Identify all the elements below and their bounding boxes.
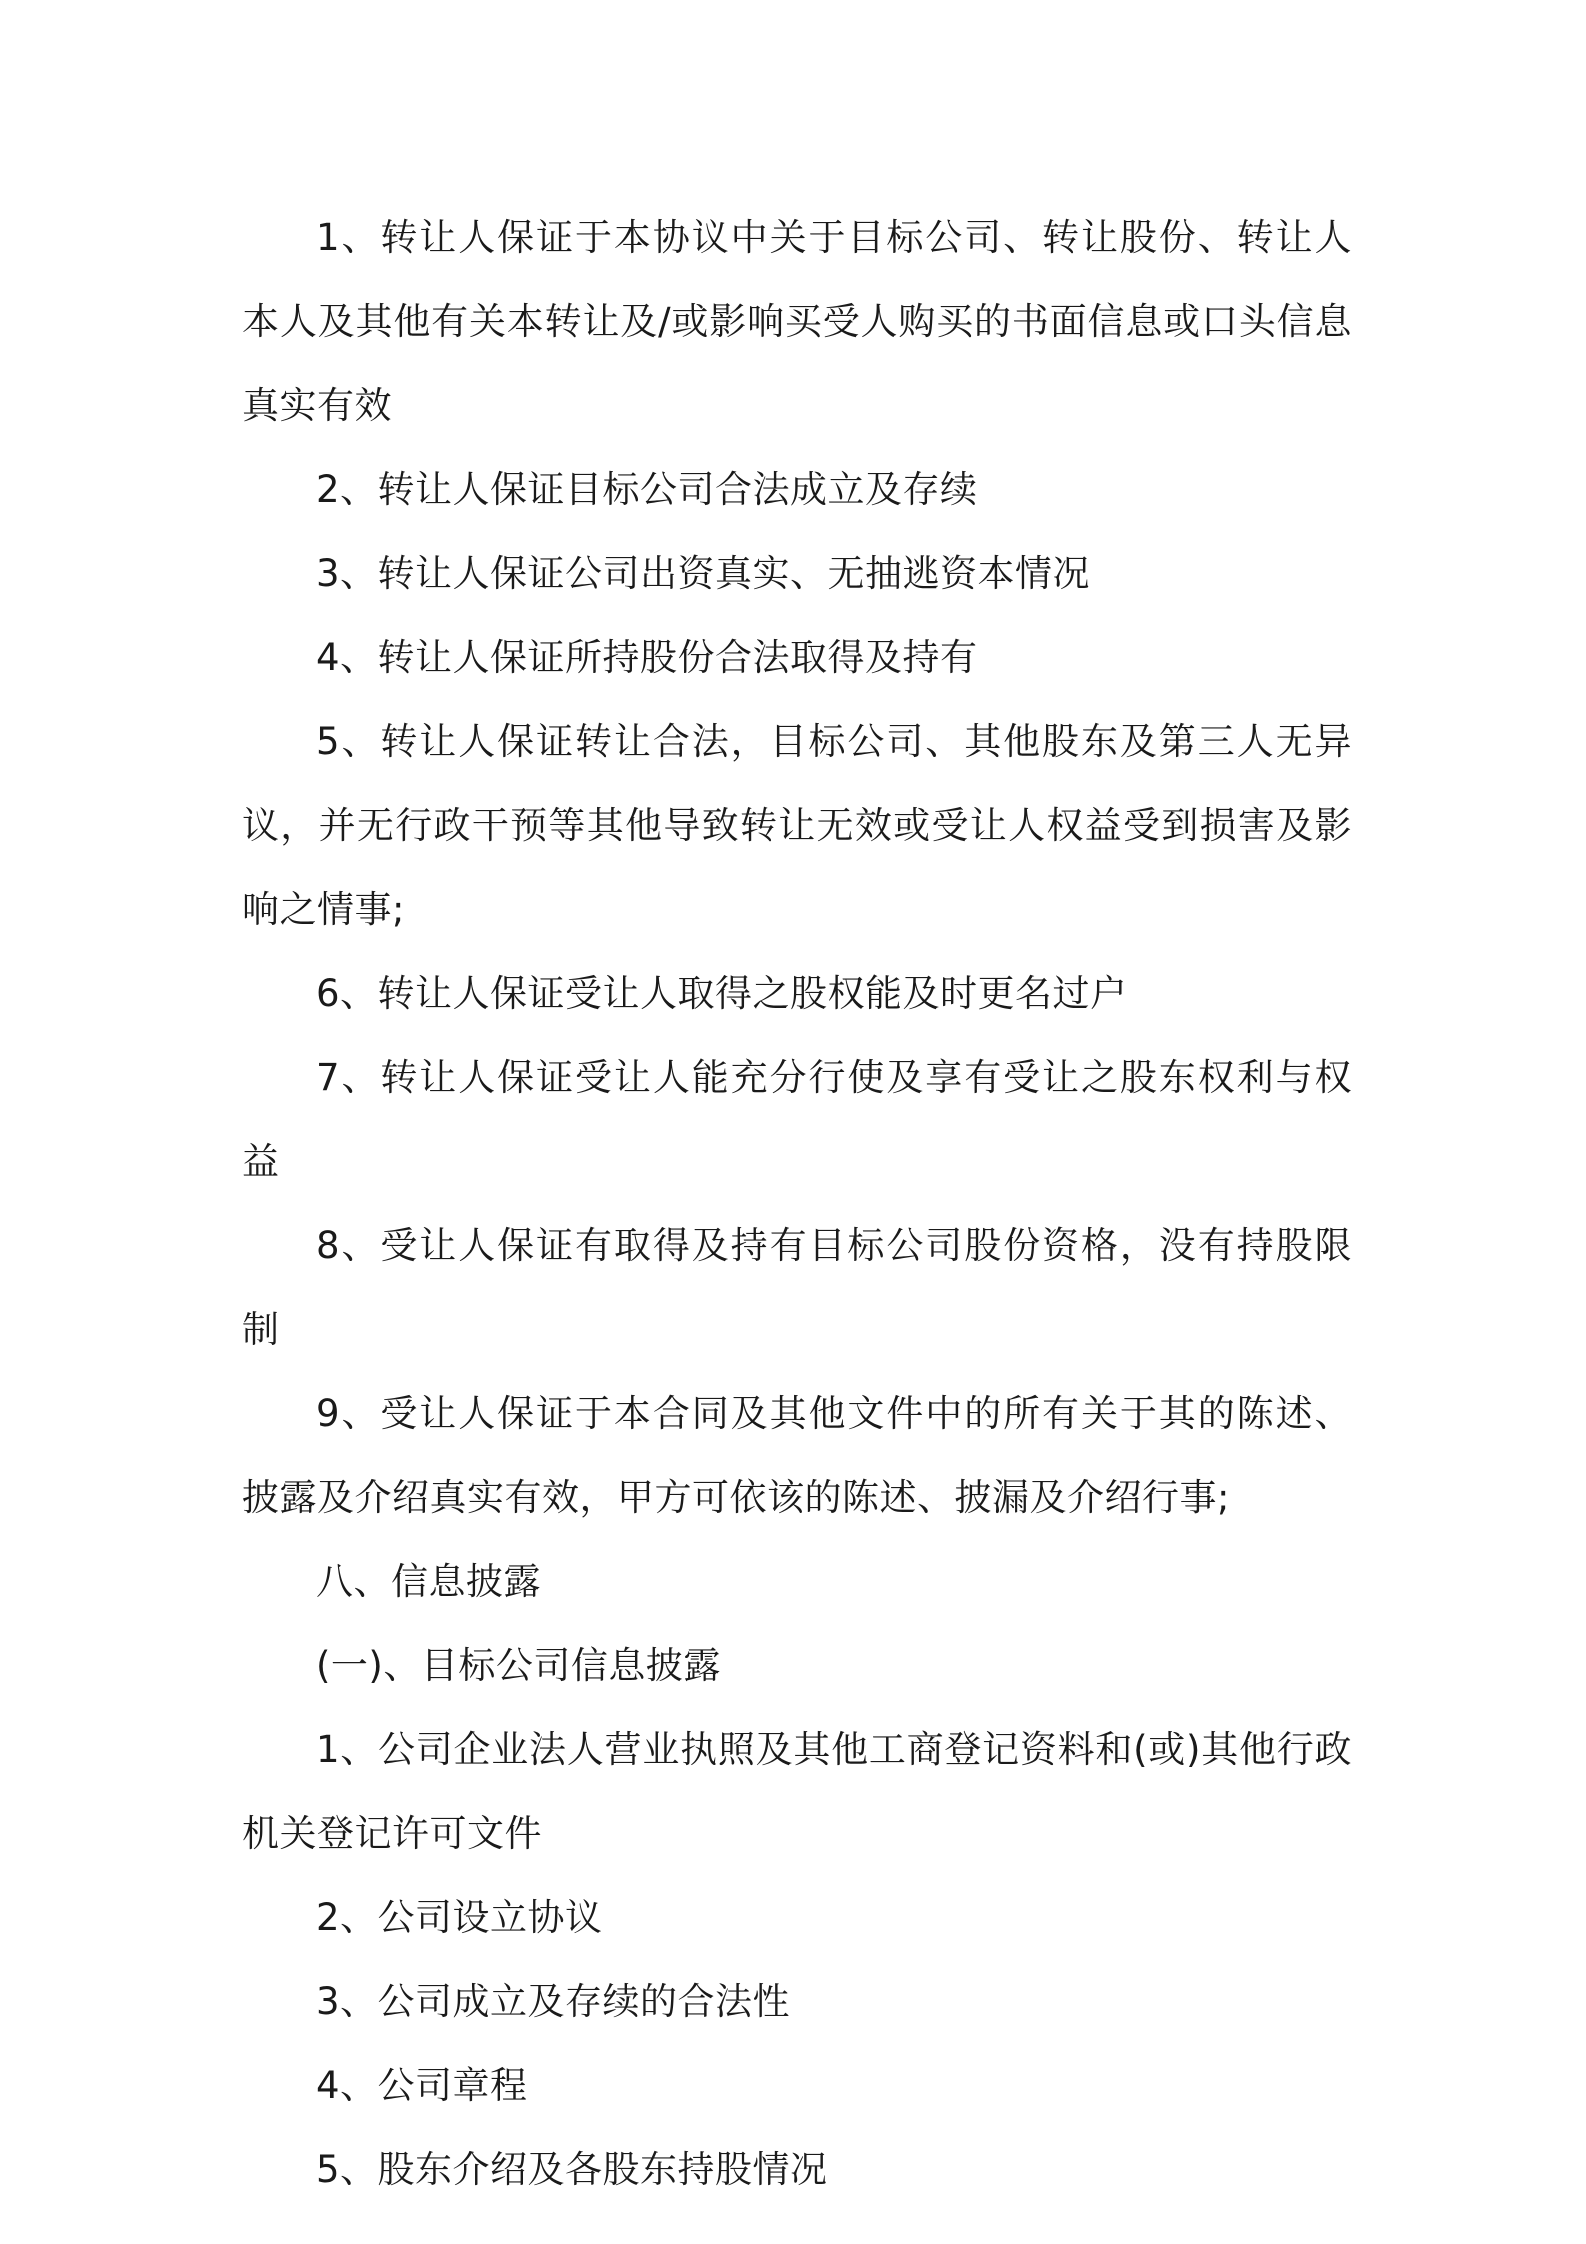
- paragraph-5: 5、转让人保证转让合法，目标公司、其他股东及第三人无异议，并无行政干预等其他导致转让无效或受让人权益受到损害及影响之情事;: [242, 720, 1352, 931]
- document-body: [242, 196, 1352, 2212]
- paragraph-7: 7、转让人保证受让人能充分行使及享有受让之股东权利与权益: [242, 1056, 1352, 1183]
- paragraph-6: 6、转让人保证受让人取得之股权能及时更名过户: [316, 972, 1128, 1015]
- paragraph-3: 3、转让人保证公司出资真实、无抽逃资本情况: [316, 552, 1091, 595]
- paragraph-4: 4、转让人保证所持股份合法取得及持有: [316, 636, 978, 679]
- disclosure-item-2: 2、公司设立协议: [316, 1896, 603, 1939]
- disclosure-item-4: 4、公司章程: [316, 2064, 528, 2107]
- paragraph-1: 1、转让人保证于本协议中关于目标公司、转让股份、转让人本人及其他有关本转让及/或影响买受人购买的书面信息或口头信息真实有效: [242, 216, 1352, 427]
- subsection-heading-target-company: (一)、目标公司信息披露: [316, 1644, 721, 1687]
- paragraph-9: 9、受让人保证于本合同及其他文件中的所有关于其的陈述、披露及介绍真实有效，甲方可依该的陈述、披漏及介绍行事;: [242, 1392, 1352, 1519]
- disclosure-item-3: 3、公司成立及存续的合法性: [316, 1980, 791, 2023]
- section-heading-info-disclosure: 八、信息披露: [316, 1560, 541, 1603]
- paragraph-2: 2、转让人保证目标公司合法成立及存续: [316, 468, 978, 511]
- paragraph-8: 8、受让人保证有取得及持有目标公司股份资格，没有持股限制: [242, 1224, 1352, 1351]
- disclosure-item-5: 5、股东介绍及各股东持股情况: [316, 2148, 828, 2191]
- disclosure-item-1: 1、公司企业法人营业执照及其他工商登记资料和(或)其他行政机关登记许可文件: [242, 1728, 1352, 1855]
